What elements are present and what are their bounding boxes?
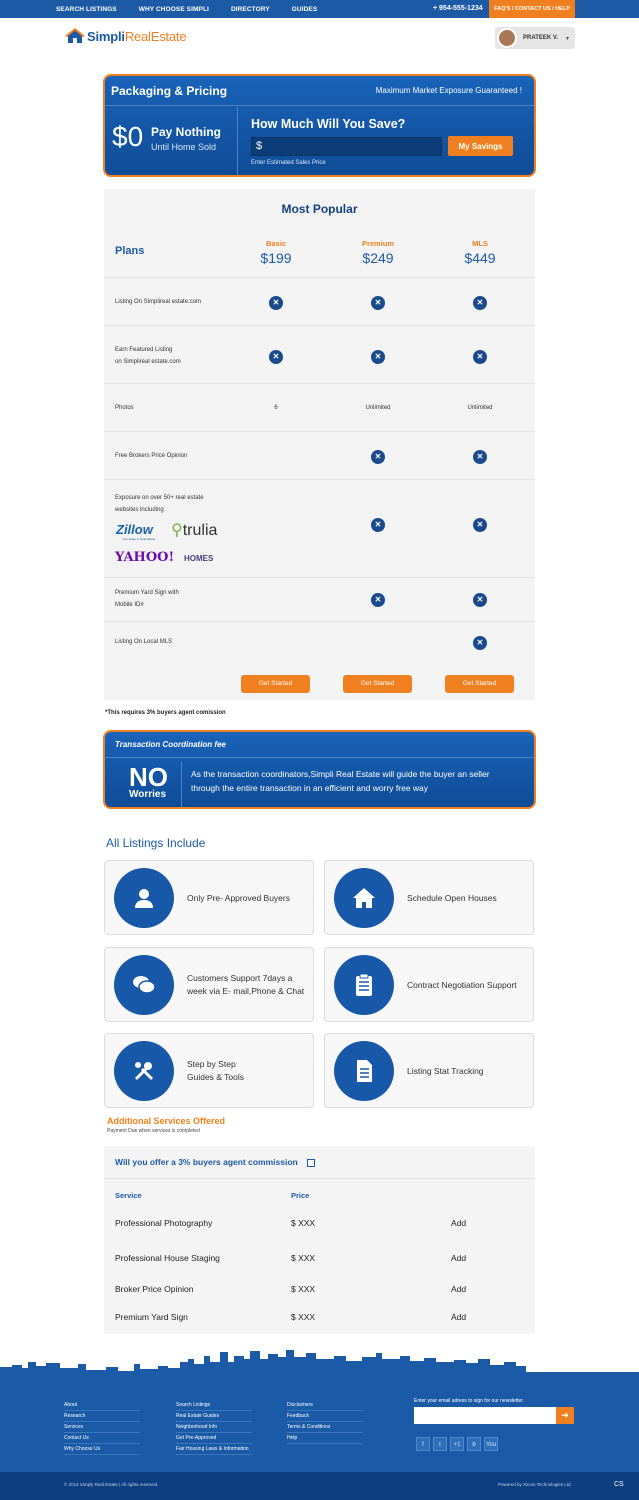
savings-question: How Much Will You Save? bbox=[251, 117, 406, 131]
feature-row bbox=[104, 325, 535, 383]
feature-card bbox=[104, 860, 314, 935]
table-row bbox=[104, 1312, 535, 1332]
footer-link[interactable]: Research bbox=[64, 1411, 140, 1422]
footer-column bbox=[64, 1400, 140, 1455]
feature-card bbox=[324, 947, 534, 1022]
top-navigation-bar bbox=[0, 0, 639, 18]
add-service-button[interactable]: Add bbox=[451, 1312, 467, 1322]
footer-column bbox=[287, 1400, 363, 1444]
footer-link[interactable]: Search Listings bbox=[176, 1400, 252, 1411]
feature-row bbox=[104, 383, 535, 431]
photos-premium: Unlimited bbox=[365, 405, 391, 411]
trulia-text: trulia bbox=[182, 522, 218, 539]
commission-question: Will you offer a 3% buyers agent commission bbox=[115, 1157, 298, 1167]
feature-card bbox=[324, 860, 534, 935]
plan-name: Premium bbox=[361, 239, 395, 248]
included-check-icon: ✕ bbox=[269, 296, 283, 310]
footer-link[interactable]: Real Estate Guides bbox=[176, 1411, 252, 1422]
feature-row bbox=[104, 621, 535, 665]
pricing-subtitle: Maximum Market Exposure Guaranteed ! bbox=[375, 86, 522, 95]
feature-card-text: Contract Negotiation Support bbox=[407, 980, 517, 990]
feature-row bbox=[104, 479, 535, 577]
feature-label bbox=[115, 587, 179, 611]
transaction-title: Transaction Coordination fee bbox=[115, 740, 226, 749]
feature-card-line: Guides & Tools bbox=[187, 1072, 245, 1082]
feature-row bbox=[104, 431, 535, 479]
user-icon bbox=[114, 868, 174, 928]
plans-table bbox=[104, 189, 535, 700]
plan-price: $249 bbox=[362, 250, 394, 266]
facebook-icon[interactable]: f bbox=[416, 1437, 430, 1451]
footer-link[interactable]: Help bbox=[287, 1433, 363, 1444]
included-check-icon: ✕ bbox=[473, 450, 487, 464]
newsletter-label: Enter your email adress to sign for our newsletter. bbox=[414, 1398, 525, 1404]
transaction-description: As the transaction coordinators,Simpli Real Estate will guide the buyer an seller through the entire transaction in an efficient and worry free way bbox=[191, 769, 490, 793]
feature-card-text bbox=[187, 1058, 244, 1084]
commission-note: *This requires 3% buyers agent comission bbox=[105, 710, 226, 716]
photos-mls: Unlimited bbox=[467, 405, 493, 411]
until-home-sold-label: Until Home Sold bbox=[151, 142, 217, 152]
footer-link[interactable]: Contact Us bbox=[64, 1433, 140, 1444]
footer-link[interactable]: Neighborhood Info bbox=[176, 1422, 252, 1433]
plan-premium bbox=[328, 239, 428, 266]
feature-label: Listing On Simplireal estate.com bbox=[115, 299, 202, 305]
chat-icon bbox=[114, 955, 174, 1015]
twitter-icon[interactable]: t bbox=[433, 1437, 447, 1451]
nav-search-listings[interactable]: SEARCH LISTINGS bbox=[56, 5, 117, 13]
table-row bbox=[104, 1253, 535, 1273]
service-name: Premium Yard Sign bbox=[115, 1312, 188, 1322]
service-name: Professional Photography bbox=[115, 1218, 213, 1228]
get-started-premium-button[interactable]: Get Started bbox=[343, 675, 412, 693]
included-check-icon: ✕ bbox=[473, 350, 487, 364]
site-footer bbox=[0, 1372, 639, 1472]
site-header bbox=[0, 18, 639, 58]
feature-row bbox=[104, 577, 535, 621]
included-check-icon: ✕ bbox=[371, 450, 385, 464]
photos-basic: 6 bbox=[274, 405, 278, 411]
footer-link[interactable]: Get Pre-Approved bbox=[176, 1433, 252, 1444]
footer-link[interactable]: Disclaimers bbox=[287, 1400, 363, 1411]
house-logo-icon bbox=[65, 28, 85, 44]
all-listings-heading: All Listings Include bbox=[106, 836, 206, 850]
powered-by: Powered by Xicom Technologies Ltd. bbox=[498, 1482, 572, 1487]
commission-checkbox[interactable] bbox=[307, 1159, 315, 1167]
service-column-header: Service bbox=[115, 1191, 142, 1200]
nav-directory[interactable]: DIRECTORY bbox=[230, 5, 270, 13]
feature-card-text: Listing Stat Tracking bbox=[407, 1066, 484, 1076]
add-service-button[interactable]: Add bbox=[451, 1253, 467, 1263]
footer-link[interactable]: Services bbox=[64, 1422, 140, 1433]
document-icon bbox=[334, 1041, 394, 1101]
zero-price: $0 bbox=[112, 121, 144, 152]
plan-price: $199 bbox=[260, 250, 292, 266]
footer-link[interactable]: Terms & Conditions bbox=[287, 1422, 363, 1433]
logo-main: Simpli bbox=[87, 28, 125, 44]
pay-nothing-block bbox=[105, 107, 238, 177]
phone-number: + 954-555-1234 bbox=[433, 5, 483, 12]
feature-card bbox=[104, 1033, 314, 1108]
feature-row bbox=[104, 277, 535, 325]
copyright: © 2014 Simply Real Estate | All rights reserved. bbox=[64, 1482, 159, 1487]
newsletter-email-input[interactable] bbox=[414, 1407, 556, 1424]
table-row bbox=[104, 1218, 535, 1238]
feature-card-line: week via E- mail,Phone & Chat bbox=[187, 986, 305, 996]
divider bbox=[104, 1178, 535, 1179]
service-name: Broker Price Opinion bbox=[115, 1284, 194, 1294]
feature-label: Photos bbox=[115, 405, 134, 411]
zillow-tagline: Your Edge in Real Estate bbox=[122, 537, 156, 541]
nav-why-choose-simpli[interactable]: WHY CHOOSE SIMPLI bbox=[138, 5, 209, 13]
footer-link[interactable]: Fair Housing Laws & Information bbox=[176, 1444, 252, 1455]
feature-label: Listing On Local MLS bbox=[115, 639, 173, 645]
services-table bbox=[104, 1146, 535, 1334]
price-column-header: Price bbox=[291, 1191, 310, 1200]
included-check-icon: ✕ bbox=[371, 518, 385, 532]
service-price: $ XXX bbox=[291, 1284, 316, 1294]
included-check-icon: ✕ bbox=[473, 593, 487, 607]
feature-card-line: Customers Support 7days a bbox=[187, 973, 293, 983]
yahoo-homes-label: HOMES bbox=[184, 554, 214, 563]
clipboard-icon bbox=[334, 955, 394, 1015]
service-name: Professional House Staging bbox=[115, 1253, 220, 1263]
trulia-logo bbox=[171, 520, 217, 540]
add-service-button[interactable]: Add bbox=[451, 1218, 467, 1228]
sales-price-hint: Enter Estimated Sales Price bbox=[251, 160, 326, 166]
tools-icon bbox=[114, 1041, 174, 1101]
payment-due-note: Payment Due when services is completed bbox=[107, 1128, 200, 1134]
blogger-icon[interactable]: b bbox=[467, 1437, 481, 1451]
included-check-icon: ✕ bbox=[371, 350, 385, 364]
feature-label: Free Brokers Price Opinion bbox=[115, 453, 188, 459]
feature-card-text: Schedule Open Houses bbox=[407, 893, 497, 903]
faq-contact-help-links[interactable]: FAQ'S / CONTACT US / HELP bbox=[489, 0, 575, 18]
google-plus-icon[interactable]: +1 bbox=[450, 1437, 464, 1451]
plans-label: Plans bbox=[115, 245, 145, 257]
bottom-bar bbox=[0, 1472, 639, 1500]
included-check-icon: ✕ bbox=[269, 350, 283, 364]
feature-card-line: Step by Step bbox=[187, 1059, 236, 1069]
user-menu[interactable] bbox=[495, 27, 575, 49]
footer-link[interactable]: About bbox=[64, 1400, 140, 1411]
footer-link[interactable]: Why Choose Us bbox=[64, 1444, 140, 1455]
service-price: $ XXX bbox=[291, 1312, 316, 1322]
service-price: $ XXX bbox=[291, 1253, 316, 1263]
avatar bbox=[497, 28, 517, 48]
feature-card bbox=[104, 947, 314, 1022]
packaging-pricing-panel bbox=[103, 74, 536, 177]
sales-price-input[interactable]: $ bbox=[251, 137, 442, 156]
get-started-mls-button[interactable]: Get Started bbox=[445, 675, 514, 693]
plan-price: $449 bbox=[464, 250, 496, 266]
footer-column bbox=[176, 1400, 252, 1455]
additional-services-heading: Additional Services Offered bbox=[107, 1116, 226, 1126]
feature-label bbox=[115, 492, 204, 516]
feature-card bbox=[324, 1033, 534, 1108]
transaction-coordination-panel bbox=[103, 730, 536, 809]
pay-nothing-label: Pay Nothing bbox=[151, 125, 222, 139]
included-check-icon: ✕ bbox=[473, 518, 487, 532]
user-name: PRATEEK V. bbox=[523, 35, 559, 41]
no-label: NO bbox=[129, 762, 168, 792]
simpli-logo[interactable] bbox=[65, 28, 186, 44]
feature-label-line: websites including bbox=[115, 507, 164, 513]
feature-label-line: Earn Featured Listing bbox=[115, 347, 173, 353]
included-check-icon: ✕ bbox=[473, 636, 487, 650]
pricing-title: Packaging & Pricing bbox=[111, 83, 228, 98]
feature-card-text: Only Pre- Approved Buyers bbox=[187, 893, 290, 903]
cs-label: CS bbox=[614, 1481, 624, 1488]
zillow-logo: Zillow bbox=[116, 522, 153, 537]
add-service-button[interactable]: Add bbox=[451, 1284, 467, 1294]
feature-card-text bbox=[187, 972, 304, 998]
included-check-icon: ✕ bbox=[371, 296, 385, 310]
nav-guides[interactable]: GUIDES bbox=[291, 5, 318, 13]
feature-label-line: Mobile ID# bbox=[115, 602, 144, 608]
trulia-pin-icon: ⚲ bbox=[171, 522, 183, 539]
youtube-icon[interactable]: You bbox=[484, 1437, 498, 1451]
plan-mls bbox=[430, 239, 530, 266]
logo-text bbox=[87, 29, 186, 44]
footer-link[interactable]: Feedback bbox=[287, 1411, 363, 1422]
get-started-basic-button[interactable]: Get Started bbox=[241, 675, 310, 693]
logo-accent: RealEstate bbox=[124, 28, 187, 44]
divider bbox=[181, 762, 182, 808]
pricing-header bbox=[105, 76, 534, 106]
plan-basic bbox=[226, 239, 326, 266]
feature-label bbox=[115, 344, 181, 368]
house-icon bbox=[334, 868, 394, 928]
table-row bbox=[104, 1284, 535, 1304]
arrow-right-icon[interactable]: ➜ bbox=[556, 1407, 574, 1424]
transaction-header bbox=[105, 732, 534, 758]
worries-label: Worries bbox=[129, 789, 167, 800]
plan-name: MLS bbox=[472, 239, 488, 248]
included-check-icon: ✕ bbox=[473, 296, 487, 310]
top-nav bbox=[56, 6, 339, 13]
feature-label-line: Premium Yard Sign with bbox=[115, 590, 179, 596]
yahoo-logo: YAHOO! bbox=[115, 550, 175, 565]
service-price: $ XXX bbox=[291, 1218, 316, 1228]
my-savings-button[interactable]: My Savings bbox=[448, 136, 513, 156]
feature-label-line: Exposure on over 50+ real estate bbox=[115, 495, 204, 501]
plan-name: Basic bbox=[265, 239, 286, 248]
most-popular-heading: Most Popular bbox=[281, 202, 358, 216]
included-check-icon: ✕ bbox=[371, 593, 385, 607]
feature-label-line: on Simplireal estate.com bbox=[115, 359, 181, 365]
chevron-down-icon: ▾ bbox=[566, 35, 570, 42]
